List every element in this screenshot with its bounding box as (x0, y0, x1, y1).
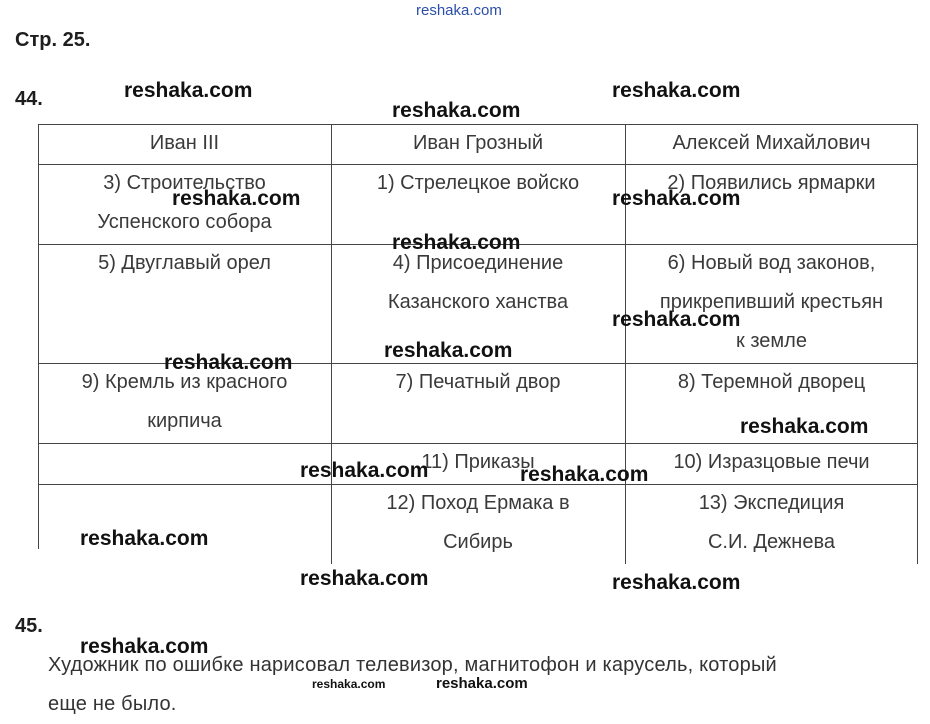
watermark: reshaka.com (612, 79, 741, 102)
watermark: reshaka.com (520, 463, 649, 486)
watermark: reshaka.com (300, 567, 429, 590)
watermark: reshaka.com (124, 79, 253, 102)
watermark: reshaka.com (612, 308, 741, 331)
task-45-answer-line2: еще не было. (48, 693, 177, 715)
site-watermark-top: reshaka.com (416, 2, 502, 19)
cell-r3-c1: 9) Кремль из красного кирпича (81, 371, 288, 432)
task-45-answer-line1: Художник по ошибке нарисовал телевизор, магнитофон и карусель, который (48, 654, 777, 676)
watermark: reshaka.com (612, 187, 741, 210)
cell-r1-c1: 3) Строительство Успенского собора (97, 172, 272, 233)
task-44-number: 44. (15, 88, 43, 110)
header-ivan-iii: Иван III (149, 132, 220, 154)
task-45-number: 45. (15, 615, 43, 637)
watermark: reshaka.com (740, 415, 869, 438)
watermark: reshaka.com (392, 99, 521, 122)
cell-r2-c3: 6) Новый вод законов, прикрепивший крестьян к земле (659, 252, 884, 352)
header-aleksei-mikhailovich: Алексей Михайлович (672, 132, 871, 154)
cell-r4-c2: 11) Приказы (421, 451, 535, 473)
watermark: reshaka.com (80, 527, 209, 550)
cell-r1-c3: 2) Появились ярмарки (667, 172, 876, 194)
watermark: reshaka.com (164, 351, 293, 374)
watermark: reshaka.com (384, 339, 513, 362)
cell-r3-c3: 8) Теремной дворец (677, 371, 866, 393)
watermark: reshaka.com (300, 459, 429, 482)
cell-r5-c3: 13) Экспедиция С.И. Дежнева (698, 492, 845, 553)
cell-r1-c2: 1) Стрелецкое войско (376, 172, 580, 194)
cell-r5-c2: 12) Поход Ермака в Сибирь (386, 492, 570, 553)
cell-r2-c1: 5) Двуглавый орел (98, 252, 271, 274)
page-reference: Стр. 25. (15, 29, 91, 51)
watermark: reshaka.com (612, 571, 741, 594)
cell-r3-c2: 7) Печатный двор (395, 371, 561, 393)
header-ivan-grozny: Иван Грозный (413, 132, 543, 154)
cell-r4-c3: 10) Изразцовые печи (673, 451, 870, 473)
watermark: reshaka.com (80, 635, 209, 658)
watermark: reshaka.com (172, 187, 301, 210)
cell-r2-c2: 4) Присоединение Казанского ханства (387, 252, 569, 313)
watermark: reshaka.com (392, 231, 521, 254)
watermark: reshaka.com (436, 675, 528, 692)
watermark-small: reshaka.com (312, 677, 386, 691)
